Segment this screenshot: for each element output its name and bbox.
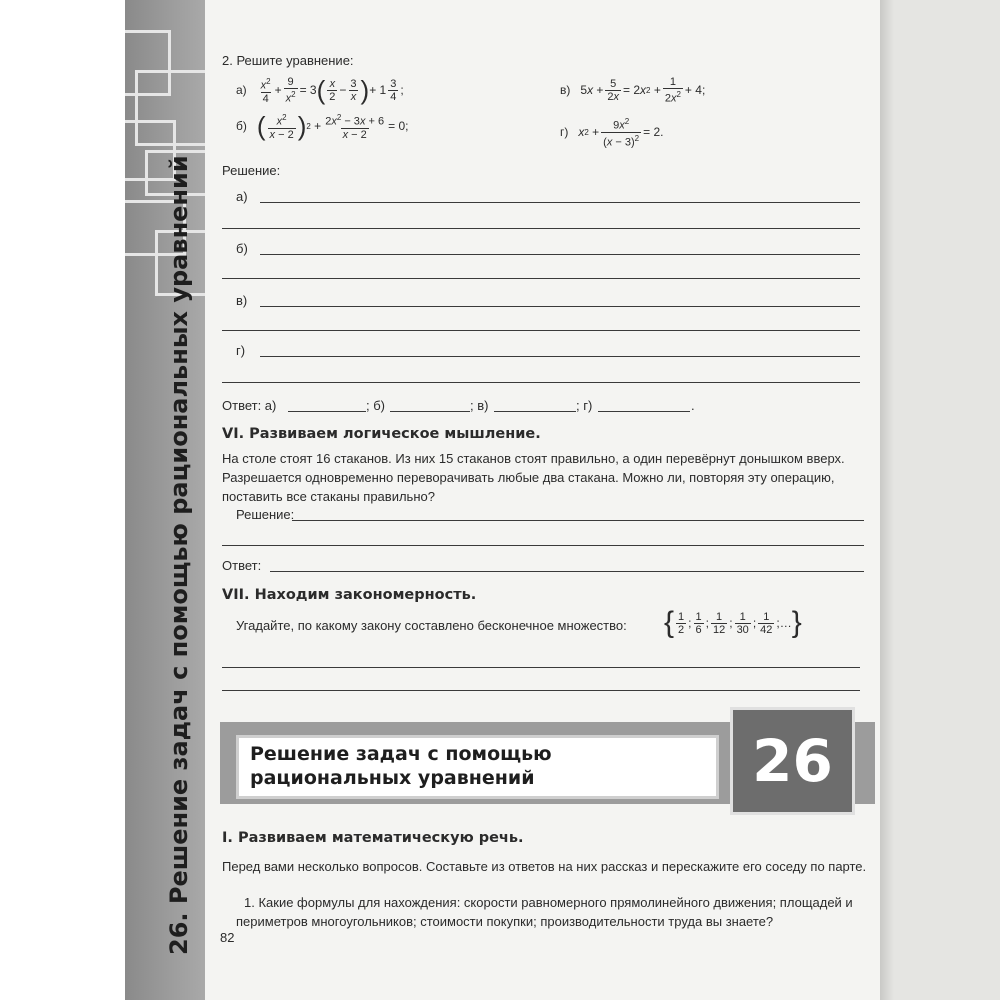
infinite-set: { $\frac{1}{2}$ ; $\frac{1}{6}$ ; $\frac{1}{12}$ ; $\frac{1}{30}$ ; $\frac{1}{42}$ ; … } bbox=[664, 606, 802, 639]
section7-text: Угадайте, по какому закону составлено бесконечное множество: bbox=[236, 618, 627, 633]
solution-line[interactable] bbox=[222, 545, 864, 546]
answer-sep-g: ; г) bbox=[576, 398, 593, 413]
equation-b-label: б) bbox=[236, 119, 247, 134]
answer-sep-v: ; в) bbox=[470, 398, 489, 413]
chapter-title-line1: Решение задач с помощью bbox=[250, 743, 552, 765]
answer-label: Ответ: а) bbox=[222, 398, 277, 413]
outer-margin bbox=[0, 0, 125, 1000]
solution-line[interactable] bbox=[222, 330, 860, 331]
solution-row-a-label: а) bbox=[236, 189, 248, 204]
solution-line[interactable] bbox=[260, 202, 860, 203]
section6-text: На столе стоят 16 стаканов. Из них 15 стаканов стоят правильно, а один перевёрнут донышком вверх. Разрешается одновременно переворачивать любые два стакана. Можно ли, повторяя эту операцию, поставить все стаканы правильно? bbox=[222, 451, 845, 504]
chapter-number: 26 bbox=[730, 707, 855, 815]
answer-end: . bbox=[691, 398, 695, 413]
solution-line[interactable] bbox=[222, 228, 860, 229]
task2-heading: 2. Решите уравнение: bbox=[222, 53, 354, 68]
solution-line[interactable] bbox=[260, 254, 860, 255]
equation-a-label: а) bbox=[236, 83, 247, 98]
answer-blank-v[interactable] bbox=[494, 411, 576, 412]
facing-page-edge bbox=[880, 0, 1000, 1000]
chapter-title bbox=[250, 742, 552, 790]
answer-line[interactable] bbox=[222, 690, 860, 691]
equation-v-label: в) bbox=[560, 83, 571, 98]
answer-blank-g[interactable] bbox=[598, 411, 690, 412]
solution-line[interactable] bbox=[260, 356, 860, 357]
page-fold-shadow bbox=[880, 0, 894, 1000]
solution-line[interactable] bbox=[260, 306, 860, 307]
solution-line[interactable] bbox=[222, 278, 860, 279]
equation-a: а) $\frac{x^2}{4}$ + $\frac{9}{x^2}$ = 3 ( $\frac{x}{2}$ − $\frac{3}{x}$ ) + 1 $\frac{3}{4}$ ; bbox=[236, 75, 404, 106]
section1-intro: Перед вами несколько вопросов. Составьте из ответов на них рассказ и перескажите его соседу по парте. bbox=[222, 859, 867, 874]
equation-v: в) 5 x + $\frac{5}{2x}$ = 2 x 2 + $\frac{1}{2x^2}$ + 4; bbox=[560, 76, 706, 105]
chapter-title-line2: рациональных уравнений bbox=[250, 767, 535, 789]
spine-chapter-title: 26. Решение задач с помощью рациональных уравнений bbox=[165, 155, 193, 955]
solution-label: Решение: bbox=[222, 163, 281, 178]
equation-g-label: г) bbox=[560, 125, 569, 140]
answer-line[interactable] bbox=[270, 571, 864, 572]
solution-line[interactable] bbox=[222, 382, 860, 383]
equation-b: б) ( $\frac{x^2}{x - 2}$ ) 2 + $\frac{2x^2 - 3x + 6}{x - 2}$ = 0; bbox=[236, 111, 409, 142]
section1-question1: 1. Какие формулы для нахождения: скорости равномерного прямолинейного движения; площадей и периметров многоугольников; стоимости покупки; производительности труда вы знаете? bbox=[236, 895, 853, 929]
answer-line[interactable] bbox=[222, 667, 860, 668]
section6-heading: VI. Развиваем логическое мышление. bbox=[222, 426, 541, 442]
equation-g: г) x 2 + $\frac{9x^2}{(x - 3)^2}$ = 2. bbox=[560, 117, 664, 149]
section7-heading: VII. Находим закономерность. bbox=[222, 587, 477, 603]
section1-heading: I. Развиваем математическую речь. bbox=[222, 830, 524, 846]
solution-row-g-label: г) bbox=[236, 343, 246, 358]
solution-line[interactable] bbox=[292, 520, 864, 521]
section6-answer-label: Ответ: bbox=[222, 558, 262, 573]
solution-row-b-label: б) bbox=[236, 241, 248, 256]
page-number: 82 bbox=[220, 930, 235, 945]
answer-blank-a[interactable] bbox=[288, 411, 366, 412]
section6-solution-label: Решение: bbox=[236, 507, 295, 522]
answer-blank-b[interactable] bbox=[390, 411, 470, 412]
answer-sep-b: ; б) bbox=[366, 398, 385, 413]
solution-row-v-label: в) bbox=[236, 293, 248, 308]
